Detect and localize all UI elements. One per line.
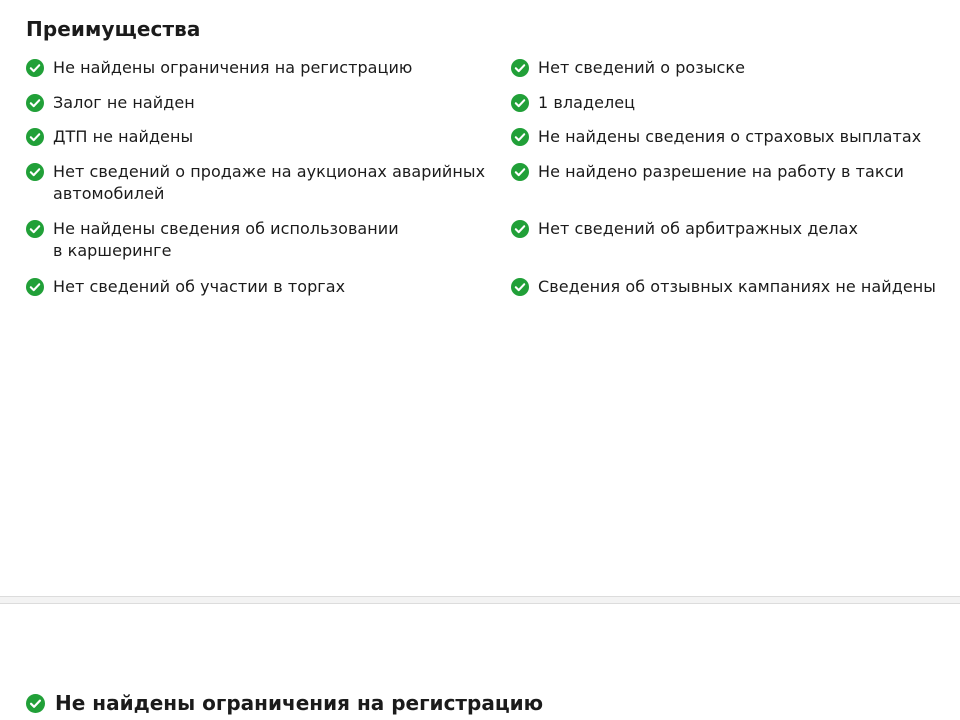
- advantage-item: [26, 218, 511, 262]
- advantage-item: [26, 126, 511, 148]
- advantage-label: Нет сведений о розыске: [538, 58, 745, 77]
- check-circle-icon: [26, 278, 44, 296]
- advantage-label: ДТП не найдены: [53, 127, 194, 146]
- advantage-label: Нет сведений об участии в торгах: [53, 276, 346, 296]
- advantage-item: [511, 276, 956, 298]
- advantage-item: [26, 276, 511, 298]
- check-circle-icon: [26, 128, 44, 146]
- check-circle-icon: [511, 163, 529, 181]
- check-circle-icon: [511, 220, 529, 238]
- advantage-item: [511, 161, 956, 205]
- advantage-item: [26, 161, 511, 205]
- advantage-label: Не найдено разрешение на работу в такси: [538, 161, 904, 181]
- advantage-item: [26, 92, 511, 114]
- section-divider: [0, 596, 960, 604]
- advantage-label: Залог не найден: [53, 92, 195, 112]
- check-circle-icon: [26, 94, 44, 112]
- advantage-item: [511, 218, 956, 262]
- advantage-item: [511, 92, 956, 114]
- advantage-item: [511, 126, 956, 148]
- advantage-label: Сведения об отзывных кампаниях не найдены: [538, 276, 936, 296]
- advantage-label: Не найдены ограничения на регистрацию: [53, 58, 413, 77]
- check-circle-icon: [511, 94, 529, 112]
- advantages-list: [26, 57, 956, 310]
- check-circle-icon: [511, 128, 529, 146]
- check-circle-icon: [511, 278, 529, 296]
- advantage-item: [511, 57, 956, 79]
- advantages-title: Преимущества: [26, 17, 201, 41]
- detail-section-heading: [26, 688, 543, 718]
- advantage-item: [26, 57, 511, 79]
- check-circle-icon: [511, 59, 529, 77]
- check-circle-icon: [26, 220, 44, 238]
- check-circle-icon: [26, 163, 44, 181]
- advantage-label: Не найдены сведения о страховых выплатах: [538, 127, 922, 146]
- advantage-label: Нет сведений об арбитражных делах: [538, 219, 858, 238]
- check-circle-icon: [26, 59, 44, 77]
- advantage-label: Нет сведений о продаже на аукционах аварийных автомобилей: [53, 161, 486, 203]
- check-circle-icon: [26, 694, 45, 713]
- advantage-label: Не найдены сведения об использовании в каршеринге: [53, 219, 399, 260]
- detail-title: Не найдены ограничения на регистрацию: [55, 691, 544, 715]
- advantage-label: 1 владелец: [538, 92, 636, 112]
